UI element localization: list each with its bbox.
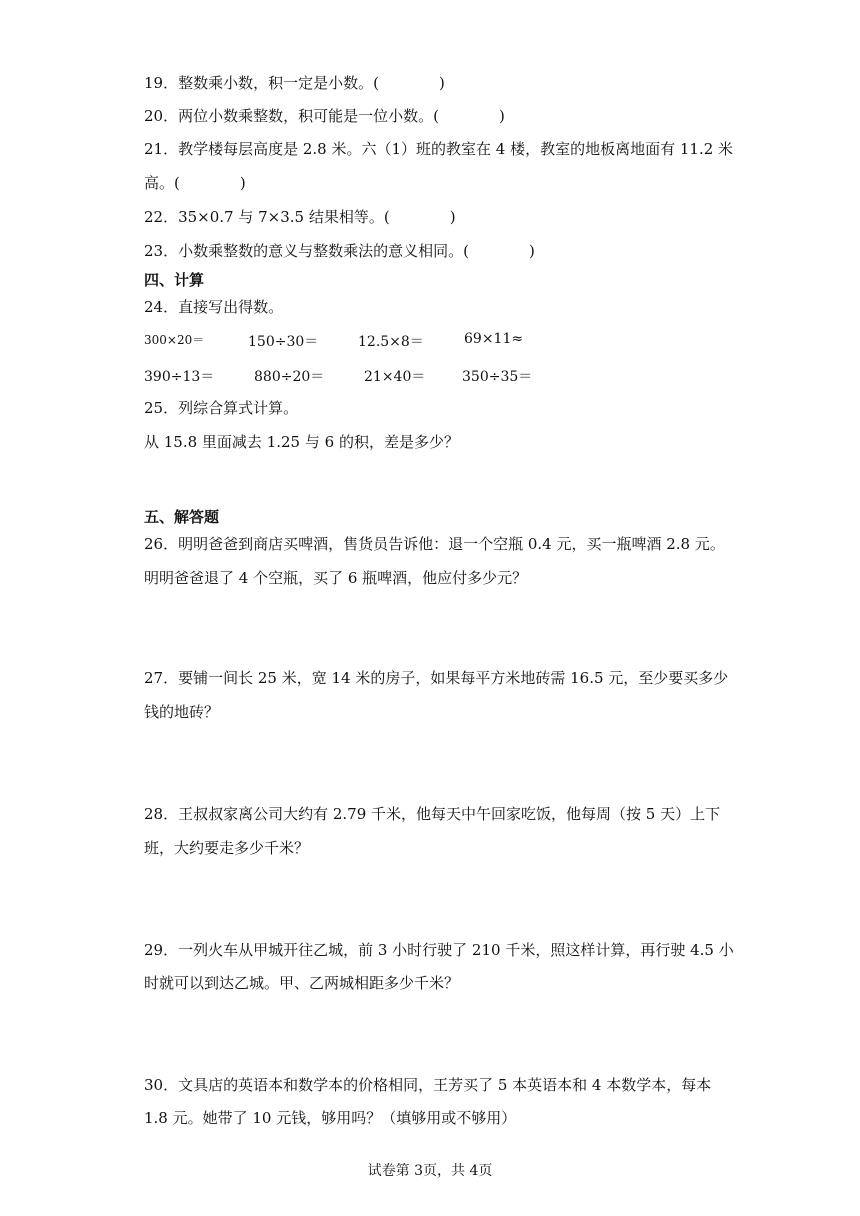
question-30-line1: 30．文具店的英语本和数学本的价格相同，王芳买了 5 本英语本和 4 本数学本，每本 xyxy=(144,1076,712,1094)
question-27-line1: 27．要铺一间长 25 米，宽 14 米的房子，如果每平方米地砖需 16.5 元，至少要买多少 xyxy=(144,669,729,687)
calc-item: 350÷35＝ xyxy=(462,369,533,385)
question-29-line2: 时就可以到达乙城。甲、乙两城相距多少千米？ xyxy=(144,974,460,992)
question-19: 19．整数乘小数，积一定是小数。( ) xyxy=(144,74,445,92)
question-21-line1: 21．教学楼每层高度是 2.8 米。六（1）班的教室在 4 楼，教室的地板离地面有 11.2 米 xyxy=(144,140,734,158)
section-5-title: 五、解答题 xyxy=(144,508,220,526)
calc-item: 69×11≈ xyxy=(464,331,524,347)
calc-item: 880÷20＝ xyxy=(254,369,325,385)
question-28-line2: 班，大约要走多少千米？ xyxy=(144,839,310,857)
question-20: 20．两位小数乘整数，积可能是一位小数。( ) xyxy=(144,107,505,125)
question-27-line2: 钱的地砖？ xyxy=(144,703,220,721)
question-22: 22．35×0.7 与 7×3.5 结果相等。( ) xyxy=(144,208,456,226)
question-29-line1: 29．一列火车从甲城开往乙城，前 3 小时行驶了 210 千米，照这样计算，再行驶 4.5 小 xyxy=(144,941,734,959)
calc-item: 300×20＝ xyxy=(144,333,205,347)
question-30-line2: 1.8 元。她带了 10 元钱，够用吗？（填够用或不够用） xyxy=(144,1109,517,1127)
question-26-line2: 明明爸爸退了 4 个空瓶，买了 6 瓶啤酒，他应付多少元？ xyxy=(144,569,528,587)
page-footer: 试卷第 3页，共 4页 xyxy=(367,1163,493,1179)
calc-item: 21×40＝ xyxy=(364,369,426,385)
question-24: 24．直接写出得数。 xyxy=(144,298,284,316)
question-26-line1: 26．明明爸爸到商店买啤酒，售货员告诉他：退一个空瓶 0.4 元，买一瓶啤酒 2.8 元。 xyxy=(144,535,725,553)
calc-item: 390÷13＝ xyxy=(144,369,215,385)
question-25: 25．列综合算式计算。 xyxy=(144,399,299,417)
question-21-line2: 高。( ) xyxy=(144,174,246,192)
question-25-text: 从 15.8 里面减去 1.25 与 6 的积，差是多少？ xyxy=(144,433,459,451)
calc-item: 12.5×8＝ xyxy=(358,334,424,350)
question-28-line1: 28．王叔叔家离公司大约有 2.79 千米，他每天中午回家吃饭，他每周（按 5 天）上下 xyxy=(144,805,721,823)
question-23: 23．小数乘整数的意义与整数乘法的意义相同。( ) xyxy=(144,242,535,260)
section-4-title: 四、计算 xyxy=(144,271,205,289)
calc-item: 150÷30＝ xyxy=(248,334,319,350)
